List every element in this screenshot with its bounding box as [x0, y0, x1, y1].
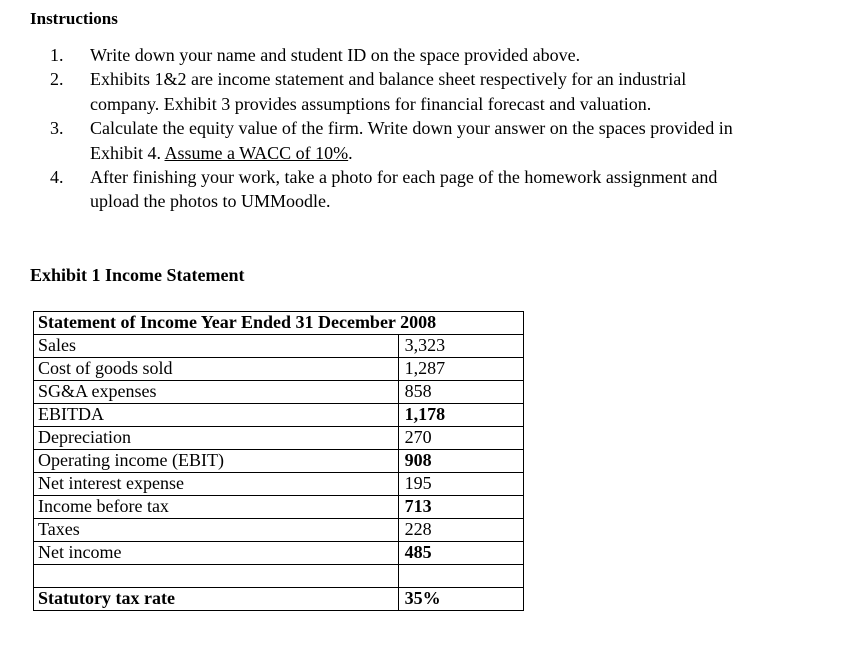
- row-label: Net interest expense: [34, 473, 399, 496]
- instruction-text-line2: company. Exhibit 3 provides assumptions for financial forecast and valuation.: [90, 93, 652, 114]
- row-label: SG&A expenses: [34, 381, 399, 404]
- instruction-text-line1: Calculate the equity value of the firm. Write down your answer on the spaces provided in: [90, 118, 733, 139]
- instructions-heading: Instructions: [30, 9, 118, 28]
- row-label: Cost of goods sold: [34, 358, 399, 381]
- table-row: [34, 335, 524, 358]
- row-label: Taxes: [34, 519, 399, 542]
- instructions-list: [50, 43, 810, 214]
- table-row: [34, 542, 524, 565]
- row-label: Net income: [34, 542, 399, 565]
- income-statement-table: [33, 311, 524, 611]
- row-label: Income before tax: [34, 496, 399, 519]
- row-value: 858: [398, 381, 523, 404]
- instruction-item-1: [50, 43, 810, 67]
- instruction-item-4: [50, 165, 810, 214]
- exhibit-1-title: Exhibit 1 Income Statement: [30, 265, 245, 285]
- instruction-text-line1: After finishing your work, take a photo for each page of the homework assignment and: [90, 167, 718, 188]
- tax-rate-label: Statutory tax rate: [34, 588, 399, 611]
- table-title: Statement of Income Year Ended 31 December 2008: [34, 312, 524, 335]
- row-label: Sales: [34, 335, 399, 358]
- instruction-text-line2-end: .: [348, 142, 353, 163]
- empty-row: [34, 565, 524, 588]
- table-row: [34, 404, 524, 427]
- table-row: [34, 496, 524, 519]
- row-label: Depreciation: [34, 427, 399, 450]
- row-value: 908: [398, 450, 523, 473]
- table-title-row: [34, 312, 524, 335]
- empty-cell: [398, 565, 523, 588]
- row-value: 228: [398, 519, 523, 542]
- table-row: [34, 450, 524, 473]
- row-value: 195: [398, 473, 523, 496]
- table-row: [34, 427, 524, 450]
- wacc-assumption: Assume a WACC of 10%: [164, 142, 349, 163]
- row-value: 270: [398, 427, 523, 450]
- instruction-number: 1.: [50, 45, 64, 65]
- instruction-item-2: [50, 67, 810, 116]
- instruction-text-line1: Exhibits 1&2 are income statement and balance sheet respectively for an industrial: [90, 69, 687, 90]
- row-label: EBITDA: [34, 404, 399, 427]
- row-label: Operating income (EBIT): [34, 450, 399, 473]
- table-row: [34, 473, 524, 496]
- row-value: 3,323: [398, 335, 523, 358]
- row-value: 1,287: [398, 358, 523, 381]
- table-row: [34, 358, 524, 381]
- row-value: 1,178: [398, 404, 523, 427]
- instruction-text-line2-start: Exhibit 4.: [90, 142, 165, 163]
- row-value: 485: [398, 542, 523, 565]
- table-row: [34, 381, 524, 404]
- instruction-number: 3.: [50, 118, 64, 139]
- instruction-text: Write down your name and student ID on the space provided above.: [90, 45, 581, 65]
- table-row: [34, 519, 524, 542]
- instruction-number: 2.: [50, 69, 64, 90]
- tax-rate-row: [34, 588, 524, 611]
- instruction-number: 4.: [50, 167, 64, 188]
- instruction-text-line2: upload the photos to UMMoodle.: [90, 191, 331, 212]
- instruction-item-3: [50, 116, 810, 165]
- row-value: 713: [398, 496, 523, 519]
- tax-rate-value: 35%: [398, 588, 523, 611]
- empty-cell: [34, 565, 399, 588]
